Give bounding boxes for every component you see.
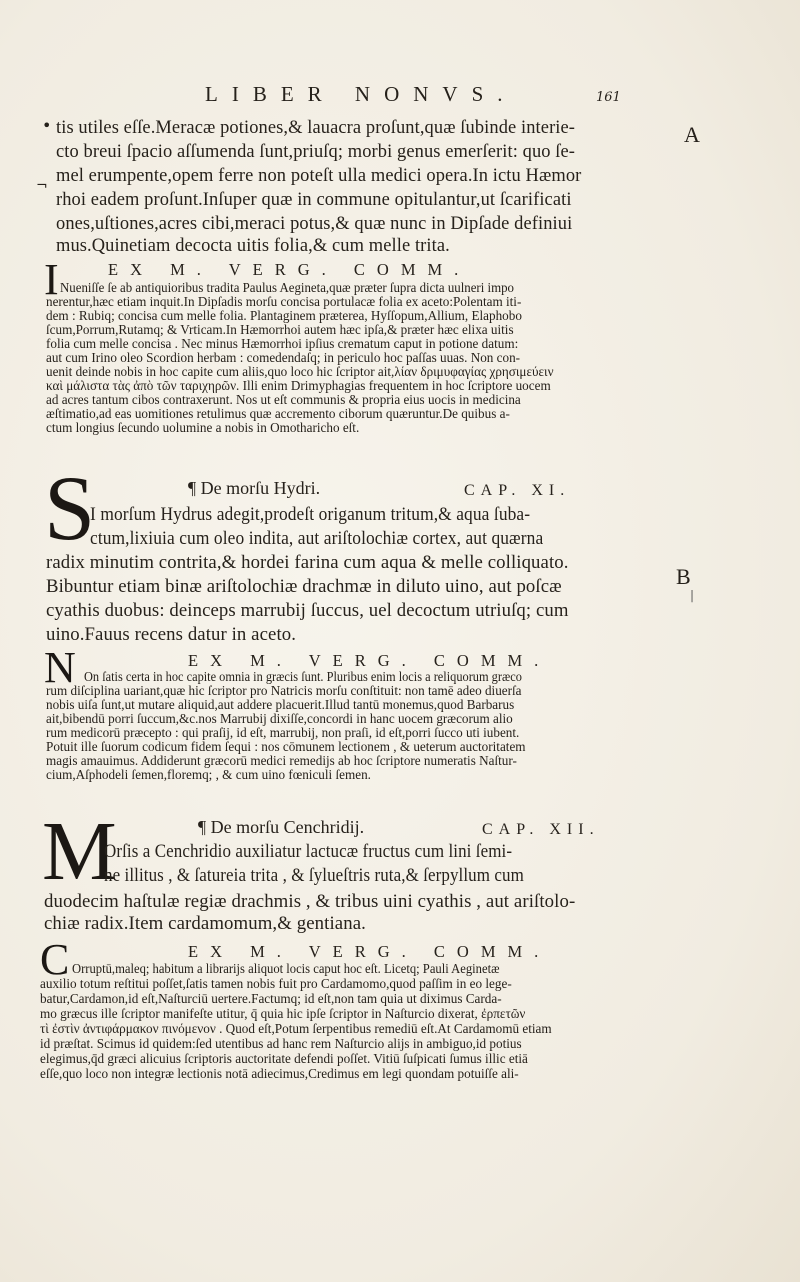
text-line: ait,bibendū porri ſuccum,&c.nos Marrubij dixiſſe,concordi in hanc uocem græcorum alio bbox=[46, 711, 513, 726]
decorated-initial: M bbox=[42, 805, 117, 898]
text-line: uino.Fauus recens datur in aceto. bbox=[46, 624, 297, 645]
text-line: Potuit ille ſuorum codicum fidem ſequi : nos cōmunem lectionem , & ueterum auctoritatem bbox=[46, 739, 526, 754]
margin-tick: | bbox=[690, 588, 695, 602]
running-title: LIBER NONVS. bbox=[205, 82, 517, 106]
folio-number: 161 bbox=[596, 90, 621, 105]
chapter-number: CAP. XII. bbox=[482, 821, 600, 838]
text-line: cium,Aſphodeli ſemen,floremq; , & cum uino fœniculi ſemen. bbox=[46, 767, 371, 782]
text-line: rhoi eadem proſunt.Inſuper quæ in commune opitulantur,ut ſcarificati bbox=[56, 189, 572, 210]
text-line: mus.Quinetiam decocta uitis folia,& cum melle trita. bbox=[56, 235, 450, 256]
initial-letter: N bbox=[44, 643, 76, 692]
text-line: duodecim haſtulæ regiæ drachmis , & tribus uini cyathis , aut ariſtolo- bbox=[44, 891, 576, 912]
text-line: aut cum Irino oleo Scordion herbam : comedendaſq; in periculo hoc paſſas uuas. Non con- bbox=[46, 350, 521, 365]
text-line: ctum longius ſecundo uolumine a nobis in Omotharicho eſt. bbox=[46, 420, 360, 435]
text-line: eſſe,quo loco non integræ lectionis notā adiecimus,Credimus em legi quondam potuiſſe ali- bbox=[40, 1066, 519, 1081]
text-line: uenit deinde nobis in hoc capite cum aliis,quo loco hic ſcriptor ait,λίαν δριμυφαγίας χρησιμεύειν bbox=[46, 364, 554, 379]
text-line: Bibuntur etiam binæ ariſtolochiæ drachmæ in diluto uino, aut poſcæ bbox=[46, 576, 562, 597]
text-line: radix minutim contrita,& hordei farina cum aqua & melle colliquato. bbox=[46, 552, 569, 573]
text-line: ne illitus , & ſatureia trita , & ſylueſtris ruta,& ſerpyllum cum bbox=[104, 865, 524, 886]
commentary-heading: EX M. VERG. COMM. bbox=[108, 260, 471, 279]
chapter-title-text: De morſu Cenchridij. bbox=[210, 817, 365, 837]
chapter-title bbox=[198, 817, 364, 838]
text-line: cyathis duobus: deinceps marrubij ſuccus, uel decoctum utriuſq; cum bbox=[46, 600, 569, 621]
text-line: Nueniſſe ſe ab antiquioribus tradita Paulus Aegineta,quæ præter ſupra dicta uulneri impo bbox=[60, 280, 514, 295]
text-line: I morſum Hydrus adegit,prodeſt origanum tritum,& aqua ſuba- bbox=[90, 504, 531, 525]
text-line: Orſis a Cenchridio auxiliatur lactucæ fructus cum lini ſemi- bbox=[104, 841, 513, 862]
text-line: nobis uiſa ſunt,ut mutare aliquid,aut addere placuerit.Illud tantū monemus,quod Barbarus bbox=[46, 697, 515, 712]
pilcrow-icon: ¶ bbox=[198, 817, 207, 837]
text-line: dem : Rubiq; concisa cum melle folia. Plantaginem præterea, Hyſſopum,Allium, Elaphobo bbox=[46, 308, 522, 323]
text-line: καὶ μάλιστα τὰς ἀπὸ τῶν ταριχηρῶν. Illi enim Drimyphagias frequentem in hoc ſcriptore uocem bbox=[46, 378, 551, 393]
commentary-heading: EX M. VERG. COMM. bbox=[188, 942, 551, 961]
text-line: rum medicorū præcepto : qui praſij, id eſt, marrubij, non praſi, id eſt,porri ſucco uti iubent. bbox=[46, 725, 520, 740]
chapter-title-text: De morſu Hydri. bbox=[200, 478, 321, 498]
margin-letter-a: A bbox=[684, 122, 700, 147]
initial-letter: C bbox=[40, 935, 70, 984]
bullet-mark: • bbox=[42, 116, 52, 135]
text-line: ones,uſtiones,acres cibi,meraci potus,& quæ nunc in Dipſade definiui bbox=[56, 213, 573, 234]
text-line: Orruptū,maleq; habitum a librarijs aliquot locis caput hoc eſt. Licetq; Pauli Aeginetæ bbox=[72, 961, 500, 976]
text-line: batur,Cardamon,id eſt,Naſturciū uertere.Factumq; id eſt,non tam quia ut diximus Carda- bbox=[40, 991, 502, 1006]
text-line: rum diſciplina uariant,quæ hic ſcriptor pro Natricis morſu conſtituit: non tamē adeo diuerſa bbox=[46, 683, 522, 698]
text-line: chiæ radix.Item cardamomum,& gentiana. bbox=[44, 913, 366, 934]
text-line: folia cum melle concisa . Nec minus Hæmorrhoi ipſius crematum caput in potione datum: bbox=[46, 336, 519, 351]
text-line: τὶ ἐστὶν ἀντιφάρμακον πινόμενον . Quod eſt,Potum ſerpentibus remediū eſt.At Cardamomū etiam bbox=[40, 1021, 552, 1036]
text-line: mo græcus ille ſcriptor manifeſte utitur, q̄ quia hic ipſe ſcriptor in Naſturcio dixerat, ἐρπετῶν bbox=[40, 1006, 526, 1021]
chapter-number: CAP. XI. bbox=[464, 482, 571, 499]
text-line: tis utiles eſſe.Meracæ potiones,& lauacra proſunt,quæ ſubinde interie- bbox=[56, 117, 576, 138]
decorated-initial: S bbox=[44, 457, 96, 559]
commentary-heading: EX M. VERG. COMM. bbox=[188, 651, 551, 670]
text-line: ſcum,Porrum,Rutamq; & Vrticam.In Hæmorrhoi autem hæc ipſa,& præter hæc elixa uitis bbox=[46, 322, 514, 337]
text-line: elegimus,q̄d græci alicuius ſcriptoris auctoritate defendi poſſet. Vitiū ſuſpicati ſumus illic etiā bbox=[40, 1051, 528, 1066]
text-line: magis amauimus. Addiderunt græcorū medici remedijs ab hoc ſcriptore numeratis Naſtur- bbox=[46, 753, 517, 768]
text-line: On ſatis certa in hoc capite omnia in græcis ſunt. Pluribus enim locis a reliquorum græco bbox=[84, 669, 522, 684]
text-line: ad acres tantum cibos contraxerunt. Nos ut eſt communis & propria eius uocis in medicina bbox=[46, 392, 521, 407]
text-line: nerentur,hæc etiam inquit.In Dipſadis morſu concisa portulacæ folia ex aceto:Polentam iti- bbox=[46, 294, 522, 309]
chapter-title bbox=[188, 478, 320, 499]
text-line: id præſtat. Scimus id quidem:ſed utentibus ad hanc rem Naſturcio alijs in ambiguo,id potius bbox=[40, 1036, 522, 1051]
text-line: mel erumpente,opem ferre non poteſt ulla medici opera.In ictu Hæmor bbox=[56, 165, 582, 186]
pilcrow-icon: ¶ bbox=[188, 478, 197, 498]
initial-letter: I bbox=[44, 255, 59, 304]
margin-dash: ¬ bbox=[36, 178, 48, 194]
text-line: auxilio totum reſtitui poſſet,ſatis tamen nobis fuit pro Cardamomo,quod paſſim in eo lege- bbox=[40, 976, 512, 991]
margin-letter-b: B bbox=[676, 564, 691, 589]
text-line: æſtimatio,ad eas uomitiones retulimus quæ accremento ciborum quæruntur.De quibus a- bbox=[46, 406, 510, 421]
text-line: cto breui ſpacio aſſumenda ſunt,priuſq; morbi genus emerſerit: quo ſe- bbox=[56, 141, 576, 162]
text-line: ctum,lixiuia cum oleo indita, aut ariſtolochiæ cortex, aut quærna bbox=[90, 528, 544, 549]
